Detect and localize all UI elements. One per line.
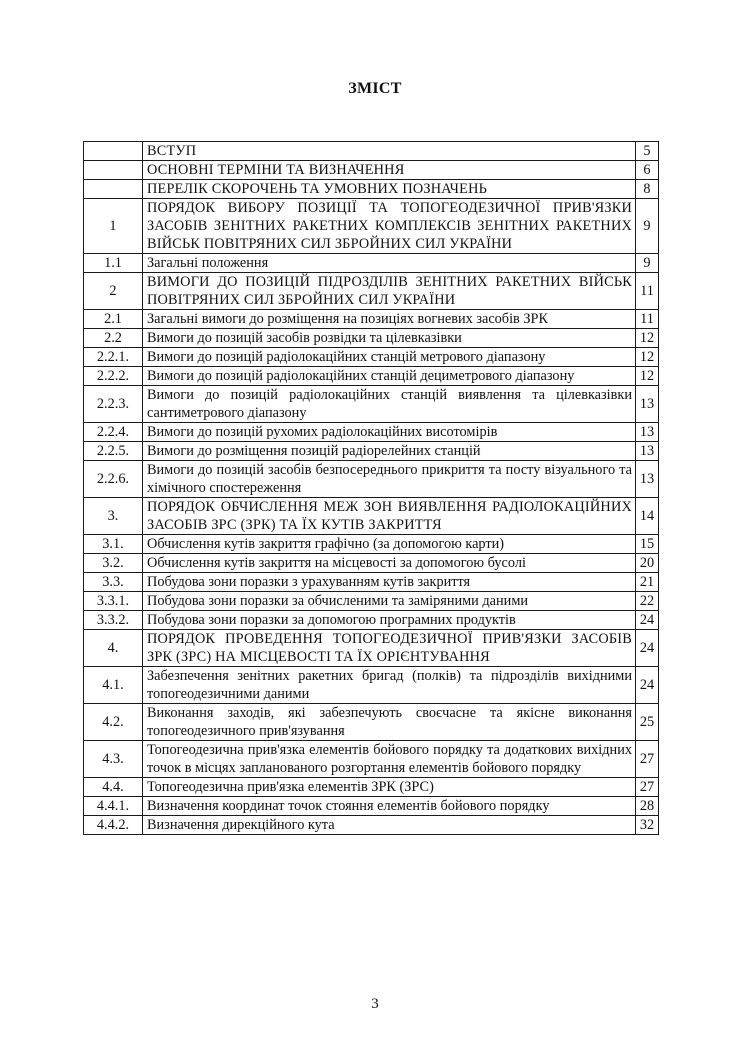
toc-section-number: [84, 180, 143, 199]
toc-section-title: Загальні положення: [143, 254, 636, 273]
toc-row: [84, 310, 659, 329]
toc-section-title: Вимоги до позицій рухомих радіолокаційних висотомірів: [143, 423, 636, 442]
toc-section-number: 2.2.3.: [84, 386, 143, 423]
toc-section-title: Топогеодезична прив'язка елементів бойового порядку та додаткових вихідних точок в місцях запланованого розгортання елементів бойового порядку: [143, 741, 636, 778]
toc-page-number: 28: [636, 797, 659, 816]
toc-page-number: 25: [636, 704, 659, 741]
toc-section-title: Визначення дирекційного кута: [143, 816, 636, 835]
toc-page-number: 12: [636, 329, 659, 348]
toc-page-number: 24: [636, 611, 659, 630]
toc-page-number: 22: [636, 592, 659, 611]
toc-row: [84, 142, 659, 161]
toc-page-number: 11: [636, 273, 659, 310]
toc-page-number: 21: [636, 573, 659, 592]
toc-section-title: Загальні вимоги до розміщення на позиціях вогневих засобів ЗРК: [143, 310, 636, 329]
toc-page-number: 15: [636, 535, 659, 554]
toc-section-title: ПОРЯДОК ОБЧИСЛЕННЯ МЕЖ ЗОН ВИЯВЛЕННЯ РАДІОЛОКАЦІЙНИХ ЗАСОБІВ ЗРС (ЗРК) ТА ЇХ КУТІВ ЗАКРИТТЯ: [143, 498, 636, 535]
toc-row: [84, 592, 659, 611]
toc-section-number: 4.4.1.: [84, 797, 143, 816]
toc-row: [84, 161, 659, 180]
toc-page-number: 13: [636, 461, 659, 498]
toc-page-number: 8: [636, 180, 659, 199]
toc-section-title: Вимоги до позицій засобів розвідки та цілевказівки: [143, 329, 636, 348]
toc-section-title: ПОРЯДОК ПРОВЕДЕННЯ ТОПОГЕОДЕЗИЧНОЇ ПРИВ'ЯЗКИ ЗАСОБІВ ЗРК (ЗРС) НА МІСЦЕВОСТІ ТА ЇХ ОРІЄНТУВАННЯ: [143, 630, 636, 667]
toc-row: [84, 254, 659, 273]
toc-section-number: 3.3.2.: [84, 611, 143, 630]
toc-section-title: Обчислення кутів закриття на місцевості за допомогою бусолі: [143, 554, 636, 573]
toc-section-title: Вимоги до позицій радіолокаційних станцій дециметрового діапазону: [143, 367, 636, 386]
toc-section-title: Вимоги до розміщення позицій радіорелейних станцій: [143, 442, 636, 461]
toc-section-number: 4.2.: [84, 704, 143, 741]
toc-section-title: Обчислення кутів закриття графічно (за допомогою карти): [143, 535, 636, 554]
toc-section-title: Вимоги до позицій радіолокаційних станцій метрового діапазону: [143, 348, 636, 367]
toc-row: [84, 423, 659, 442]
toc-page-number: 20: [636, 554, 659, 573]
toc-section-number: 4.3.: [84, 741, 143, 778]
toc-page-number: 11: [636, 310, 659, 329]
toc-page-number: 13: [636, 386, 659, 423]
toc-section-number: [84, 142, 143, 161]
toc-section-title: ПОРЯДОК ВИБОРУ ПОЗИЦІЇ ТА ТОПОГЕОДЕЗИЧНОЇ ПРИВ'ЯЗКИ ЗАСОБІВ ЗЕНІТНИХ РАКЕТНИХ КОМПЛЕКСІВ ЗЕНІТНИХ РАКЕТНИХ ВІЙСЬК ПОВІТРЯНИХ СИЛ ЗБРОЙНИХ СИЛ УКРАЇНИ: [143, 199, 636, 254]
toc-page-number: 12: [636, 348, 659, 367]
toc-section-number: 4.: [84, 630, 143, 667]
toc-section-number: 4.1.: [84, 667, 143, 704]
toc-section-title: Побудова зони поразки за допомогою програмних продуктів: [143, 611, 636, 630]
toc-page-number: 24: [636, 667, 659, 704]
toc-row: [84, 535, 659, 554]
toc-section-number: 2: [84, 273, 143, 310]
toc-page-number: 9: [636, 199, 659, 254]
toc-section-number: [84, 161, 143, 180]
toc-section-title: Побудова зони поразки з урахуванням кутів закриття: [143, 573, 636, 592]
toc-page-number: 5: [636, 142, 659, 161]
toc-section-title: ПЕРЕЛІК СКОРОЧЕНЬ ТА УМОВНИХ ПОЗНАЧЕНЬ: [143, 180, 636, 199]
toc-page-number: 27: [636, 741, 659, 778]
toc-row: [84, 704, 659, 741]
toc-row: [84, 180, 659, 199]
table-of-contents: [83, 141, 659, 835]
toc-row: [84, 554, 659, 573]
toc-section-number: 4.4.2.: [84, 816, 143, 835]
toc-section-title: ОСНОВНІ ТЕРМІНИ ТА ВИЗНАЧЕННЯ: [143, 161, 636, 180]
toc-page-number: 9: [636, 254, 659, 273]
toc-row: [84, 461, 659, 498]
toc-page-number: 6: [636, 161, 659, 180]
toc-page-number: 13: [636, 423, 659, 442]
page-number: 3: [371, 996, 379, 1012]
toc-section-number: 3.3.: [84, 573, 143, 592]
toc-row: [84, 348, 659, 367]
toc-row: [84, 199, 659, 254]
toc-section-number: 2.1: [84, 310, 143, 329]
toc-section-number: 3.1.: [84, 535, 143, 554]
toc-section-number: 1.1: [84, 254, 143, 273]
toc-page-number: 27: [636, 778, 659, 797]
toc-section-number: 2.2: [84, 329, 143, 348]
toc-section-number: 1: [84, 199, 143, 254]
toc-page-number: 12: [636, 367, 659, 386]
toc-row: [84, 329, 659, 348]
toc-section-number: 2.2.1.: [84, 348, 143, 367]
toc-row: [84, 442, 659, 461]
toc-section-number: 3.2.: [84, 554, 143, 573]
toc-page-number: 14: [636, 498, 659, 535]
toc-row: [84, 611, 659, 630]
toc-section-title: ВИМОГИ ДО ПОЗИЦІЙ ПІДРОЗДІЛІВ ЗЕНІТНИХ РАКЕТНИХ ВІЙСЬК ПОВІТРЯНИХ СИЛ ЗБРОЙНИХ СИЛ УКРАЇНИ: [143, 273, 636, 310]
toc-section-title: ВСТУП: [143, 142, 636, 161]
toc-row: [84, 273, 659, 310]
toc-section-number: 2.2.4.: [84, 423, 143, 442]
toc-section-title: Топогеодезична прив'язка елементів ЗРК (ЗРС): [143, 778, 636, 797]
toc-row: [84, 741, 659, 778]
toc-row: [84, 498, 659, 535]
toc-row: [84, 667, 659, 704]
toc-page-number: 13: [636, 442, 659, 461]
toc-row: [84, 367, 659, 386]
toc-row: [84, 816, 659, 835]
toc-page-number: 32: [636, 816, 659, 835]
toc-page-number: 24: [636, 630, 659, 667]
page-title: ЗМІСТ: [348, 80, 402, 97]
toc-section-number: 2.2.5.: [84, 442, 143, 461]
toc-section-title: Виконання заходів, які забезпечують своєчасне та якісне виконання топогеодезичного прив'язування: [143, 704, 636, 741]
toc-section-number: 3.: [84, 498, 143, 535]
toc-section-title: Забезпечення зенітних ракетних бригад (полків) та підрозділів вихідними топогеодезичними даними: [143, 667, 636, 704]
toc-row: [84, 778, 659, 797]
toc-section-title: Побудова зони поразки за обчисленими та заміряними даними: [143, 592, 636, 611]
toc-row: [84, 797, 659, 816]
toc-row: [84, 386, 659, 423]
toc-row: [84, 630, 659, 667]
toc-row: [84, 573, 659, 592]
toc-section-title: Вимоги до позицій радіолокаційних станцій виявлення та цілевказівки сантиметрового діапазону: [143, 386, 636, 423]
toc-section-title: Визначення координат точок стояння елементів бойового порядку: [143, 797, 636, 816]
toc-section-title: Вимоги до позицій засобів безпосереднього прикриття та посту візуального та хімічного спостереження: [143, 461, 636, 498]
toc-section-number: 2.2.6.: [84, 461, 143, 498]
toc-section-number: 4.4.: [84, 778, 143, 797]
toc-section-number: 3.3.1.: [84, 592, 143, 611]
toc-section-number: 2.2.2.: [84, 367, 143, 386]
